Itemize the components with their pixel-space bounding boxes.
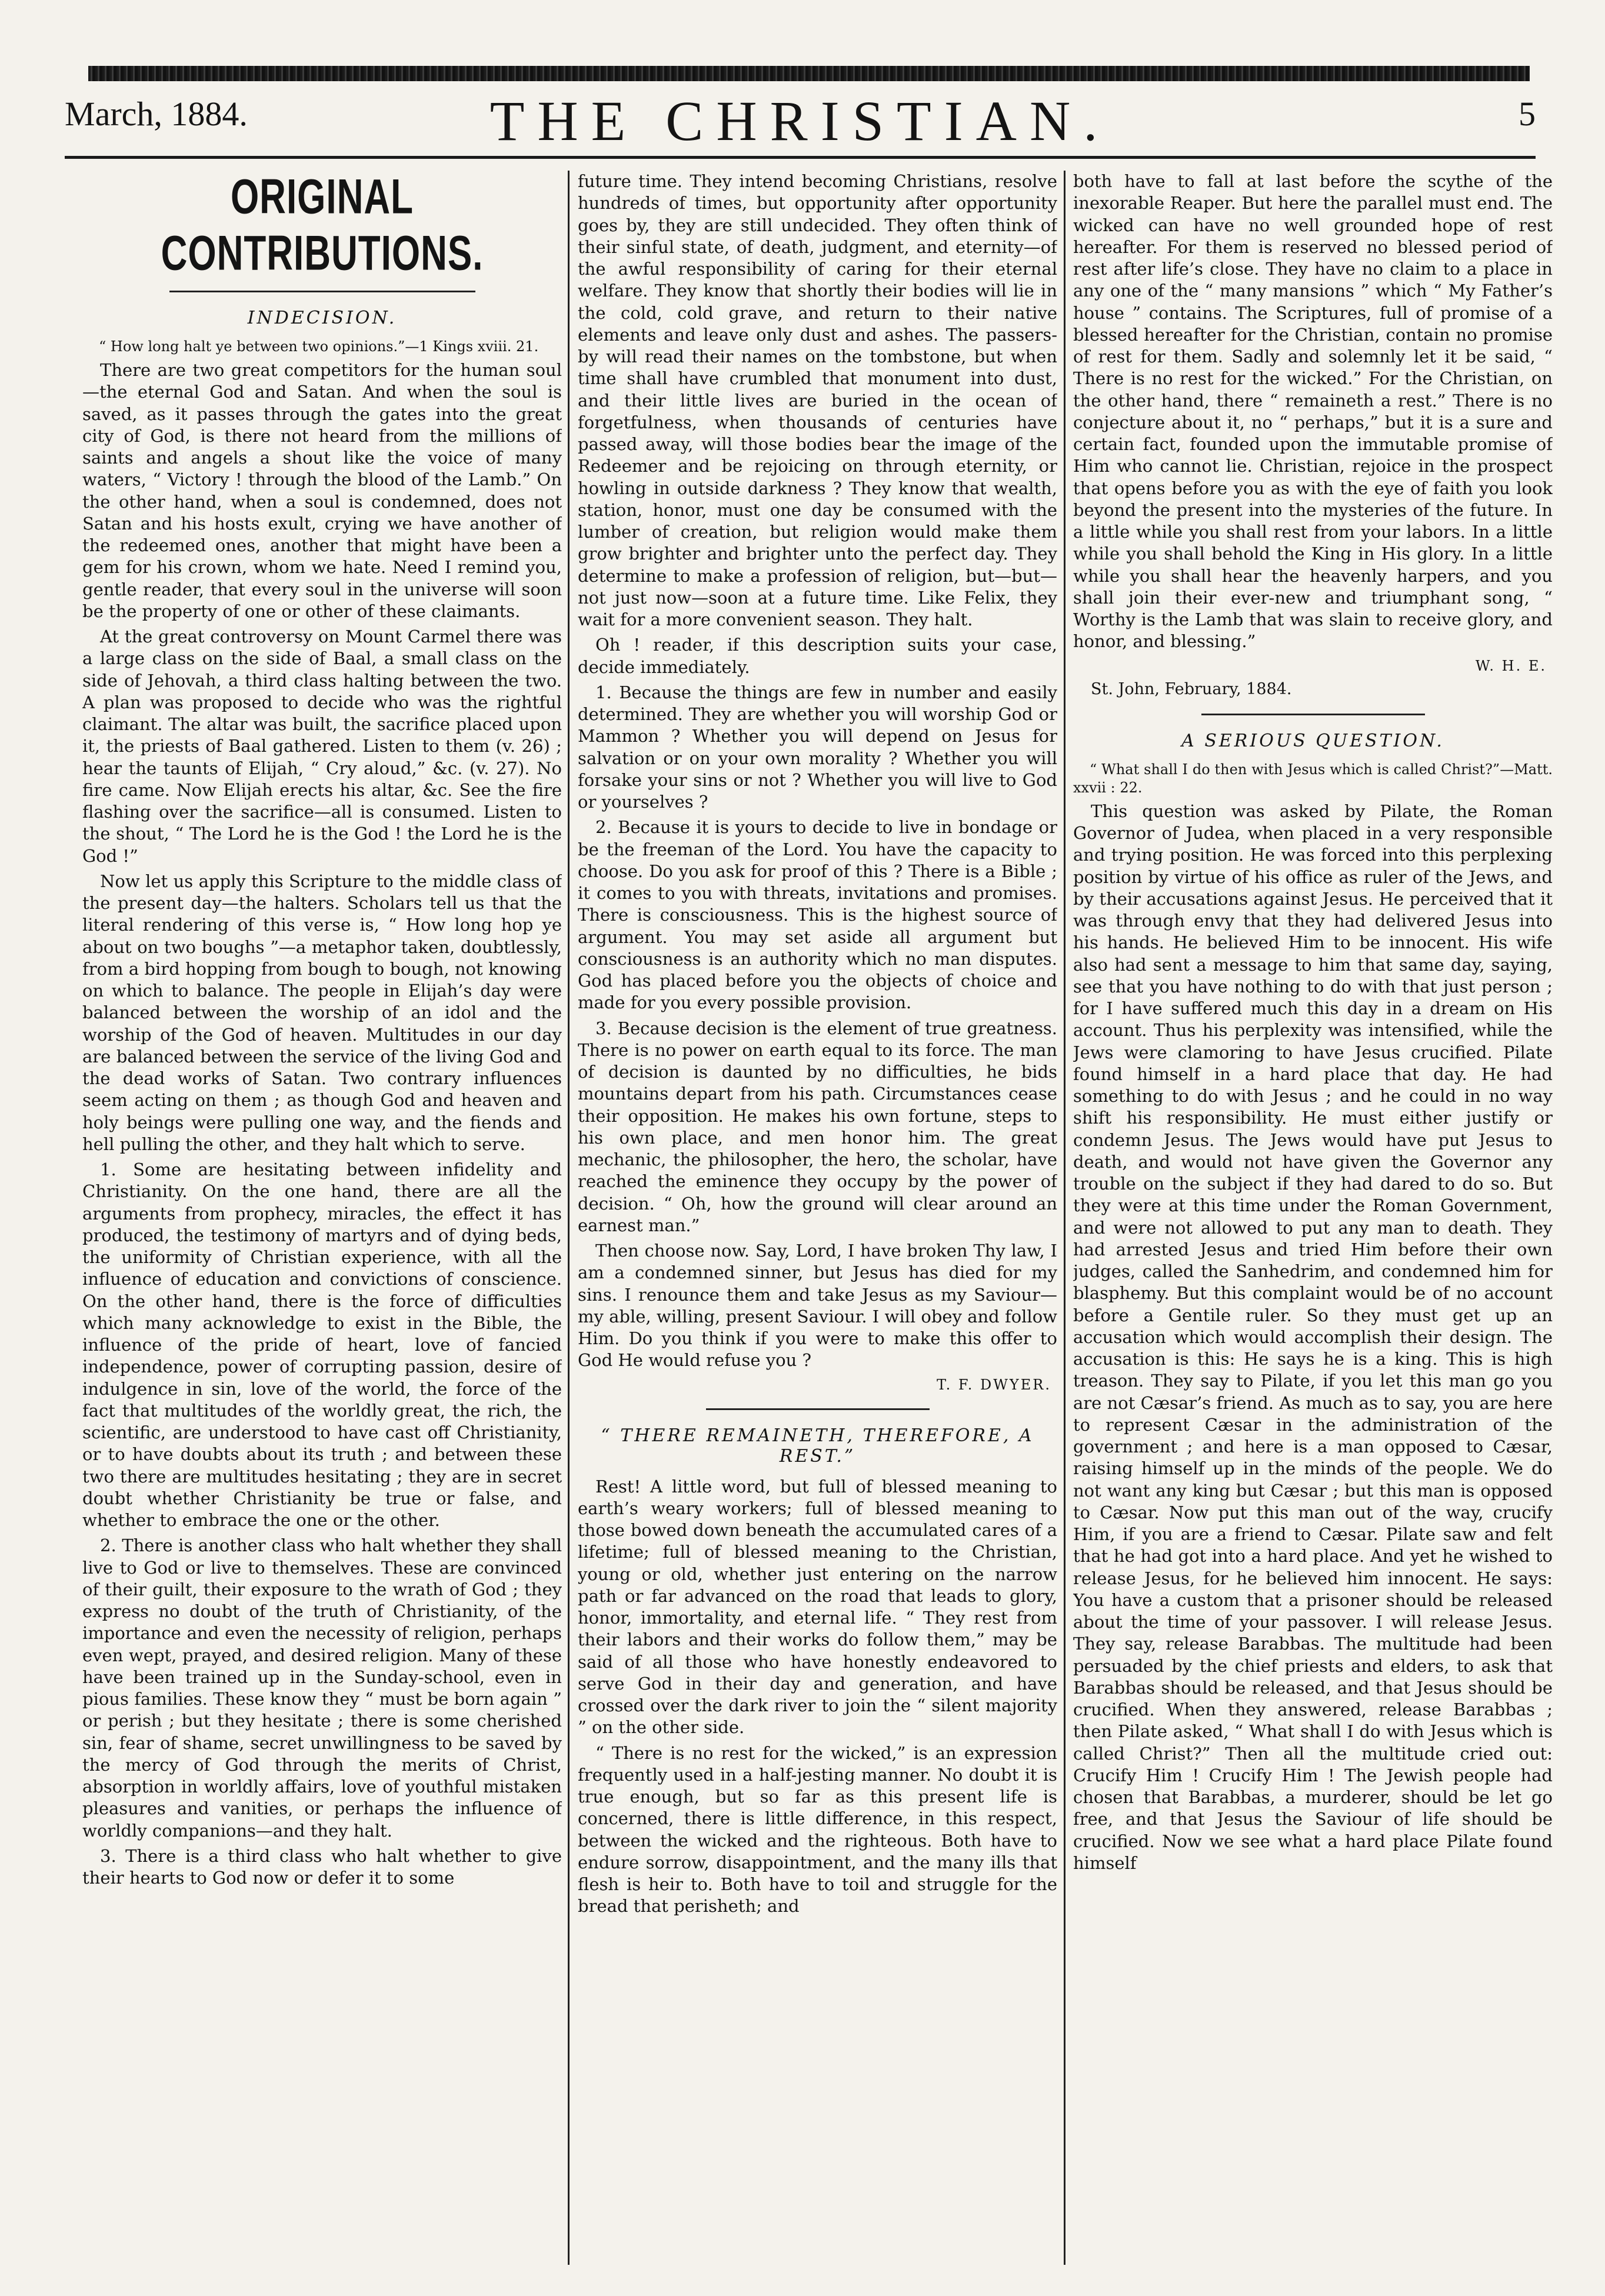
column-divider — [1064, 171, 1065, 2265]
article-paragraph: There are two great competitors for the human soul—the eternal God and Satan. And when the soul is saved, as it passes through the gates into the great city of God, is there not heard from the millions of saints and angels a shout like the voice of many waters, “ Victory ! through the blood of the Lamb.” On the other hand, when a soul is condemned, does not Satan and his hosts exult, crying we have another of the redeemed ones, another that might have been a gem for his crown, whom we hate. Need I remind you, gentle reader, that every soul in the universe will soon be the property of one or other of these claimants. — [82, 360, 562, 621]
author-signature: T. F. DWYER. — [937, 1376, 1051, 1393]
article-title-indecision: INDECISION. — [247, 308, 397, 328]
article-paragraph: 1. Some are hesitating between infidelity and Christianity. On the one hand, there are all the arguments from prophecy, miracles, the effect it has produced, the testimony of martyrs and of dying beds, the uniformity of Christian experience, with all the influence of education and convictions of conscience. On the other hand, there is the force of difficulties which many acknowledge to exist in the Bible, the influence of the pride of heart, love of fancied independence, power of corrupting passion, desire of indulgence in sin, love of the world, the force of the fact that multitudes of the worldly great, the rich, the scientific, are understood to have cast off Christianity, or to have doubts about its truth ; and between these two there are multitudes hesitating ; they are in secret doubt whether Christianity be true or false, and whether to embrace the one or the other. — [82, 1159, 562, 1531]
article-paragraph: “ There is no rest for the wicked,” is an expression frequently used in a half-jesting manner. No doubt it is true enough, but so far as this present life is concerned, there is little difference, in this respect, between the wicked and the righteous. Both have to endure sorrow, disappointment, and the many ills that flesh is heir to. Both have to toil and struggle for the bread that perisheth; and — [578, 1742, 1057, 1917]
issue-date: March, 1884. — [65, 95, 248, 133]
column-2 — [578, 171, 1057, 2265]
article-paragraph: 3. Because decision is the element of true greatness. There is no power on earth equal to its force. The man of decision is daunted by no difficulties, he bids mountains depart from his path. Circumstances cease their opposition. He makes his own fortune, steps to his own place, and men honor him. The great mechanic, the philosopher, the hero, the scholar, have reached the eminence they occupy by the power of decision. “ Oh, how the ground will clear around an earnest man.” — [578, 1018, 1057, 1235]
article-paragraph: 2. Because it is yours to decide to live in bondage or be the freeman of the Lord. You have the capacity to choose. Do you ask for proof of this ? There is a Bible ; it comes to you with threats, invitations and promises. There is consciousness. This is the highest source of argument. You may set aside all argument but consciousness is an authority which no man disputes. God has placed before you the objects of choice and made for you every possible provision. — [578, 817, 1057, 1013]
article-paragraph: 1. Because the things are few in number and easily determined. They are whether you will worship God or Mammon ? Whether you will depend on Jesus for salvation or on your own morality ? Whether you will forsake your sins or not ? Whether you will live to God or yourselves ? — [578, 682, 1057, 812]
article-paragraph: 2. There is another class who halt whether they shall live to God or live to themselves. These are convinced of their guilt, their exposure to the wrath of God ; they express no doubt of the truth of Christianity, of the importance and even the necessity of religion, perhaps even wept, prayed, and desired religion. Many of these have been trained up in the Sunday-school, even in pious families. These know they “ must be born again ” or perish ; but they hesitate ; there is some cherished sin, fear of shame, secret unwillingness to be saved by the mercy of God through the merits of Christ, absorption in worldly affairs, love of youthful mistaken pleasures and vanities, or perhaps the influence of worldly companions—and they halt. — [82, 1535, 562, 1841]
newspaper-title: THE CHRISTIAN. — [490, 89, 1111, 152]
masthead — [65, 88, 1536, 153]
place-date-line: St. John, February, 1884. — [1091, 679, 1292, 698]
article-title-rest: “ THERE REMAINETH, THEREFORE, A REST.” — [601, 1425, 1034, 1467]
author-signature: W. H. E. — [1475, 657, 1547, 674]
article-paragraph: both have to fall at last before the scythe of the inexorable Reaper. But here the parallel must end. The wicked can have no well grounded hope of rest hereafter. For them is reserved no blessed period of rest after life’s close. They have no claim to a place in any one of the “ many mansions ” which “ My Father’s house ” contains. The Scriptures, full of promise of a blessed hereafter for the Christian, contain no promise of rest for them. Sadly and solemnly let it be said, “ There is no rest for the wicked.” For the Christian, on the other hand, there “ remaineth a rest.” There is no conjecture about it, no “ perhaps,” but it is a sure and certain fact, founded upon the immutable promise of Him who cannot lie. Christian, rejoice in the prospect that opens before you as with the eye of faith you look beyond the present into the mysteries of the future. In a little while you shall rest from your labors. In a little while you shall behold the King in His glory. In a little while you shall hear the heavenly harpers, and you shall join their ever-new and triumphant song, “ Worthy is the Lamb that was slain to receive glory, and honor, and blessing.” — [1073, 171, 1553, 652]
column-1 — [82, 171, 562, 2265]
article-paragraph: This question was asked by Pilate, the Roman Governor of Judea, when placed in a very responsible and trying position. He was forced into this perplexing position by virtue of his office as ruler of the Jews, and by their accusations against Jesus. He perceived that it was through envy that they had delivered Jesus into his hands. He believed Him to be innocent. His wife also had sent a message to him that same day, saying, see that you have nothing to do with that just person ; for I have suffered much this day in a dream on His account. Thus his perplexity was intensified, while the Jews were clamoring to have Jesus crucified. Pilate found himself in a hard place that day. He had something to do with Jesus ; and he could in no way shift his responsibility. He must either justify or condemn Jesus. The Jews would have put Jesus to death, and would not have given the Governor any trouble on the subject if they had dared to do so. But they were at this time under the Roman Government, and were not allowed to put any man to death. They had arrested Jesus and tried Him before their own judges, called the Sanhedrim, and condemned him for blasphemy. But this complaint would be of no account before a Gentile ruler. So they must get up an accusation which would accomplish their design. The accusation is this: He says he is a king. This is high treason. They say to Pilate, if you let this man go you are not Cæsar’s friend. As much as to say, you are here to represent Cæsar in the administration of the government ; and here is a man opposed to Cæsar, raising himself up in the minds of the people. We do not want any king but Cæsar ; but this man is opposed to Cæsar. Now put this man out of the way, crucify Him, if you are a friend to Cæsar. Pilate saw and felt that he had got into a hard place. And yet he wished to release Jesus, for he believed him innocent. He says: You have a custom that a prisoner should be released about the time of your passover. I will release Jesus. They say, release Barabbas. The multitude had been persuaded by the chief priests and elders, to ask that Barabbas should be released, and that Jesus should be crucified. When they answered, release Barabbas ; then Pilate asked, “ What shall I do with Jesus which is called Christ?” Then all the multitude cried out: Crucify Him ! Crucify Him ! The Jewish people had chosen that Barabbas, a murderer, should be let go free, and that Jesus the Saviour of life should be crucified. Now we see what a hard place Pilate found himself — [1073, 801, 1553, 1873]
article-paragraph: At the great controversy on Mount Carmel there was a large class on the side of Baal, a small class on the side of Jehovah, a third class halting between the two. A plan was proposed to decide who was the rightful claimant. The altar was built, the sacrifice placed upon it, the priests of Baal gathered. Listen to them (v. 26) ; hear the taunts of Elijah, “ Cry aloud,” &c. (v. 27). No fire came. Now Elijah erects his altar, &c. See the fire flashing over the sacrifice—all is consumed. Listen to the shout, “ The Lord he is the God ! the Lord he is the God !” — [82, 627, 562, 866]
heading-rule — [169, 291, 475, 292]
article-paragraph: Now let us apply this Scripture to the middle class of the present day—the halters. Scholars tell us that the literal rendering of this verse is, “ How long hop ye about on two boughs ”—a metaphor taken, doubtlessly, from a bird hopping from bough to bough, not knowing on which to balance. The people in Elijah’s day were balanced between the worship of an idol and the worship of the God of heaven. Multitudes in our day are balanced between the service of the living God and the dead works of Satan. Two contrary influences seem acting on them ; as though God and heaven and holy beings were pulling one way, and the fiends and hell pulling the other, and they halt which to serve. — [82, 871, 562, 1154]
masthead-rule — [65, 156, 1536, 159]
section-heading: ORIGINAL CONTRIBUTIONS. — [161, 171, 484, 281]
article-separator — [706, 1408, 930, 1410]
article-separator — [1201, 714, 1425, 715]
article-title-serious-question: A SERIOUS QUESTION. — [1181, 730, 1444, 751]
article-paragraph: Oh ! reader, if this description suits your case, decide immediately. — [578, 635, 1057, 677]
article-epigraph: “ What shall I do then with Jesus which is called Christ?”—Matt. xxvii : 22. — [1073, 761, 1553, 796]
article-paragraph: Then choose now. Say, Lord, I have broken Thy law, I am a condemned sinner, but Jesus has died for my sins. I renounce them and take Jesus as my Saviour—my able, willing, present Saviour. I will obey and follow Him. Do you think if you were to make this offer to God He would refuse you ? — [578, 1241, 1057, 1371]
top-decorative-rule — [88, 66, 1530, 81]
column-divider — [568, 171, 570, 2265]
article-paragraph: 3. There is a third class who halt whether to give their hearts to God now or defer it to some — [82, 1845, 562, 1888]
article-epigraph: “ How long halt ye between two opinions.”—1 Kings xviii. 21. — [99, 338, 539, 355]
page-number: 5 — [1519, 95, 1536, 133]
article-paragraph: future time. They intend becoming Christians, resolve hundreds of times, but opportunity after opportunity goes by, they are still undecided. They often think of their sinful state, of death, judgment, and eternity—of the awful responsibility of caring for their eternal welfare. They know that shortly their bodies will lie in the cold, cold grave, and return to their native elements and leave only dust and ashes. The passers-by will read their names on the tombstone, but when time shall have crumbled that monument into dust, and their little lives are buried in the ocean of forgetfulness, when thousands of centuries have passed away, will those bodies bear the image of the Redeemer and be rejoicing on through eternity, or howling in outside darkness ? They know that wealth, station, honor, must one day be consumed with the lumber of creation, but religion would make them grow brighter and brighter unto the perfect day. They determine to make a profession of religion, but—but—not just now—soon at a future time. Like Felix, they wait for a more convenient season. They halt. — [578, 171, 1057, 629]
column-3 — [1073, 171, 1553, 2265]
article-paragraph: Rest! A little word, but full of blessed meaning to earth’s weary workers; full of blessed meaning to those bowed down beneath the accumulated cares of a lifetime; full of blessed meaning to the Christian, young or old, whether just entering on the narrow path or far advanced on the road that leads to glory, honor, immortality, and eternal life. “ They rest from their labors and their works do follow them,” may be said of all those who have honestly endeavored to serve God in their day and generation, and have crossed over the dark river to join the “ silent majority ” on the other side. — [578, 1476, 1057, 1738]
